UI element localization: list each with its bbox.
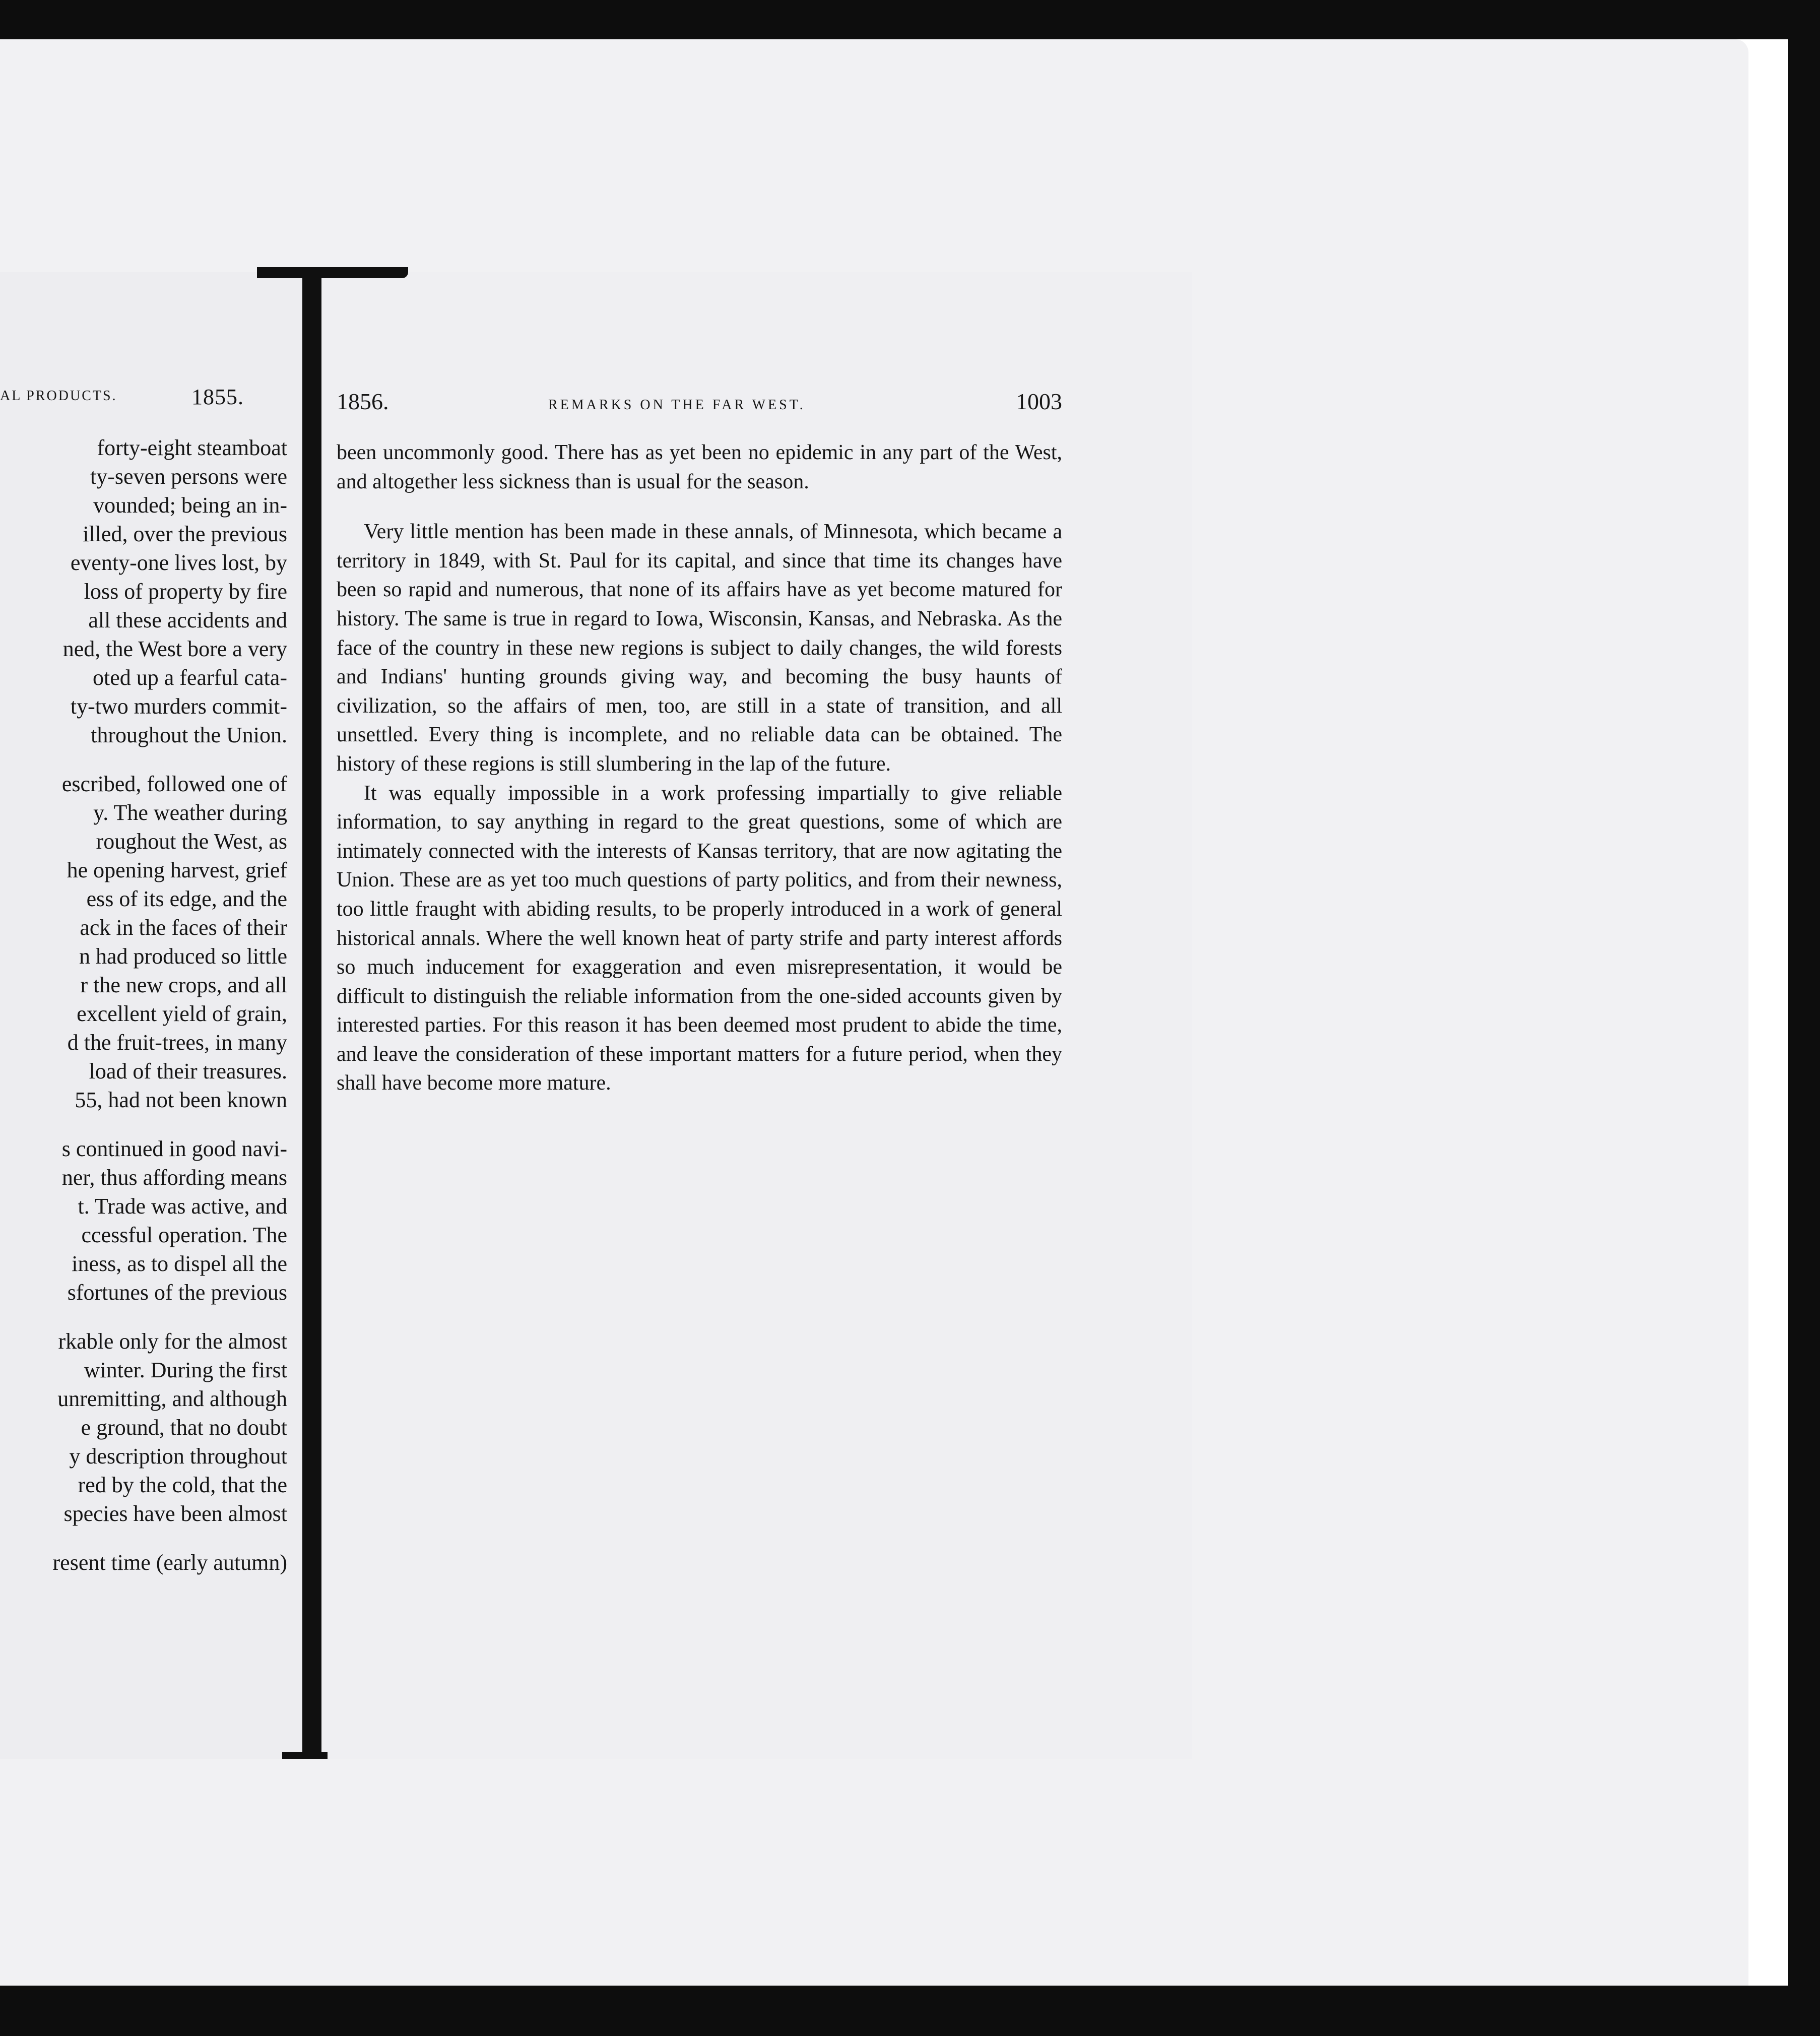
- left-running-title: AL PRODUCTS.: [0, 388, 117, 404]
- left-line: escribed, followed one of: [61, 772, 287, 796]
- left-line: vounded; being an in-: [93, 493, 287, 518]
- left-line: oted up a fearful cata-: [93, 665, 287, 690]
- left-page-text: [0, 433, 287, 1577]
- left-line: red by the cold, that the: [78, 1473, 287, 1497]
- left-line: unremitting, and although: [57, 1386, 287, 1411]
- left-line: winter. During the first: [84, 1358, 287, 1382]
- left-line: ess of its edge, and the: [86, 886, 287, 911]
- left-line: t. Trade was active, and: [78, 1194, 287, 1219]
- left-line: ner, thus affording means: [61, 1165, 287, 1190]
- left-line: eventy-one lives lost, by: [70, 550, 287, 575]
- scan-border-top: [0, 0, 1820, 39]
- left-line: roughout the West, as: [96, 829, 287, 854]
- left-line: r the new crops, and all: [80, 973, 287, 997]
- left-line: load of their treasures.: [89, 1059, 287, 1084]
- running-year: 1856.: [337, 389, 389, 414]
- left-line: species have been almost: [63, 1501, 287, 1526]
- page-number: 1003: [1016, 389, 1062, 414]
- left-line: all these accidents and: [88, 608, 287, 632]
- left-line: ty-two murders commit-: [70, 694, 287, 719]
- running-title: REMARKS ON THE FAR WEST.: [548, 397, 806, 413]
- page-body: [337, 438, 1062, 1098]
- left-line: he opening harvest, grief: [67, 858, 287, 882]
- left-line: illed, over the previous: [83, 522, 287, 546]
- left-line: ccessful operation. The: [81, 1223, 287, 1247]
- paragraph-3: It was equally impossible in a work professing impartially to give reliable information, to say anything in regard to the great questions, some of which are intimately connected with the interests of Kansas territory, that are now agitating the Union. These are as yet too much questions of party politics, and from their newness, too little fraught with abiding results, to be properly introduced in a work of general historical annals. Where the well known heat of party strife and party interest affords so much inducement for exaggeration and even misrepresentation, it would be difficult to distinguish the reliable information from the one-sided accounts given by interested parties. For this reason it has been deemed most prudent to abide the time, and leave the consideration of these important matters for a future period, when they shall have become more mature.: [337, 781, 1062, 1095]
- left-line: excellent yield of grain,: [77, 1001, 287, 1026]
- left-line: resent time (early autumn): [52, 1550, 287, 1575]
- left-line: loss of property by fire: [84, 579, 287, 604]
- paragraph-1: been uncommonly good. There has as yet been no epidemic in any part of the West, and altogether less sickness than is usual for the season.: [337, 441, 1062, 493]
- left-line: d the fruit-trees, in many: [67, 1030, 287, 1055]
- left-line: throughout the Union.: [91, 723, 287, 747]
- left-line: s continued in good navi-: [61, 1136, 287, 1161]
- binding-edge-bottom: [282, 1752, 328, 1759]
- left-line-gap: [0, 749, 287, 770]
- paragraph-2: Very little mention has been made in these annals, of Minnesota, which became a territory in 1849, with St. Paul for its capital, and since that time its changes have been so rapid and numerous, that none of its affairs have as yet become matured for history. The same is true in regard to Iowa, Wisconsin, Kansas, and Nebraska. As the face of the country in these new regions is subject to daily changes, the wild forests and Indians' hunting grounds giving way, and becoming the busy haunts of civilization, so the affairs of men, too, are still in a state of transition, and all unsettled. Every thing is incomplete, and no reliable data can be obtained. The history of these regions is still slumbering in the lap of the future.: [337, 520, 1062, 776]
- left-line: 55, had not been known: [75, 1088, 287, 1112]
- binding-gutter: [302, 276, 321, 1758]
- left-line-gap: [0, 1114, 287, 1134]
- left-line: sfortunes of the previous: [67, 1280, 287, 1305]
- left-year: 1855.: [191, 385, 244, 409]
- scan-border-right: [1788, 0, 1820, 2036]
- binding-edge-top: [257, 267, 408, 278]
- left-line: y description throughout: [69, 1444, 287, 1469]
- left-line: forty-eight steamboat: [97, 435, 287, 460]
- left-line: ack in the faces of their: [80, 915, 287, 940]
- scan-border-bottom: [0, 1986, 1820, 2036]
- left-line: e ground, that no doubt: [81, 1415, 287, 1440]
- running-head: [337, 388, 1062, 418]
- left-line: iness, as to dispel all the: [72, 1251, 287, 1276]
- left-line-gap: [0, 1307, 287, 1327]
- left-line: y. The weather during: [93, 800, 287, 825]
- left-line: rkable only for the almost: [58, 1329, 287, 1354]
- left-line: n had produced so little: [79, 944, 287, 969]
- left-line: ned, the West bore a very: [62, 637, 287, 661]
- left-line: ty-seven persons were: [90, 464, 287, 489]
- left-line-gap: [0, 1528, 287, 1548]
